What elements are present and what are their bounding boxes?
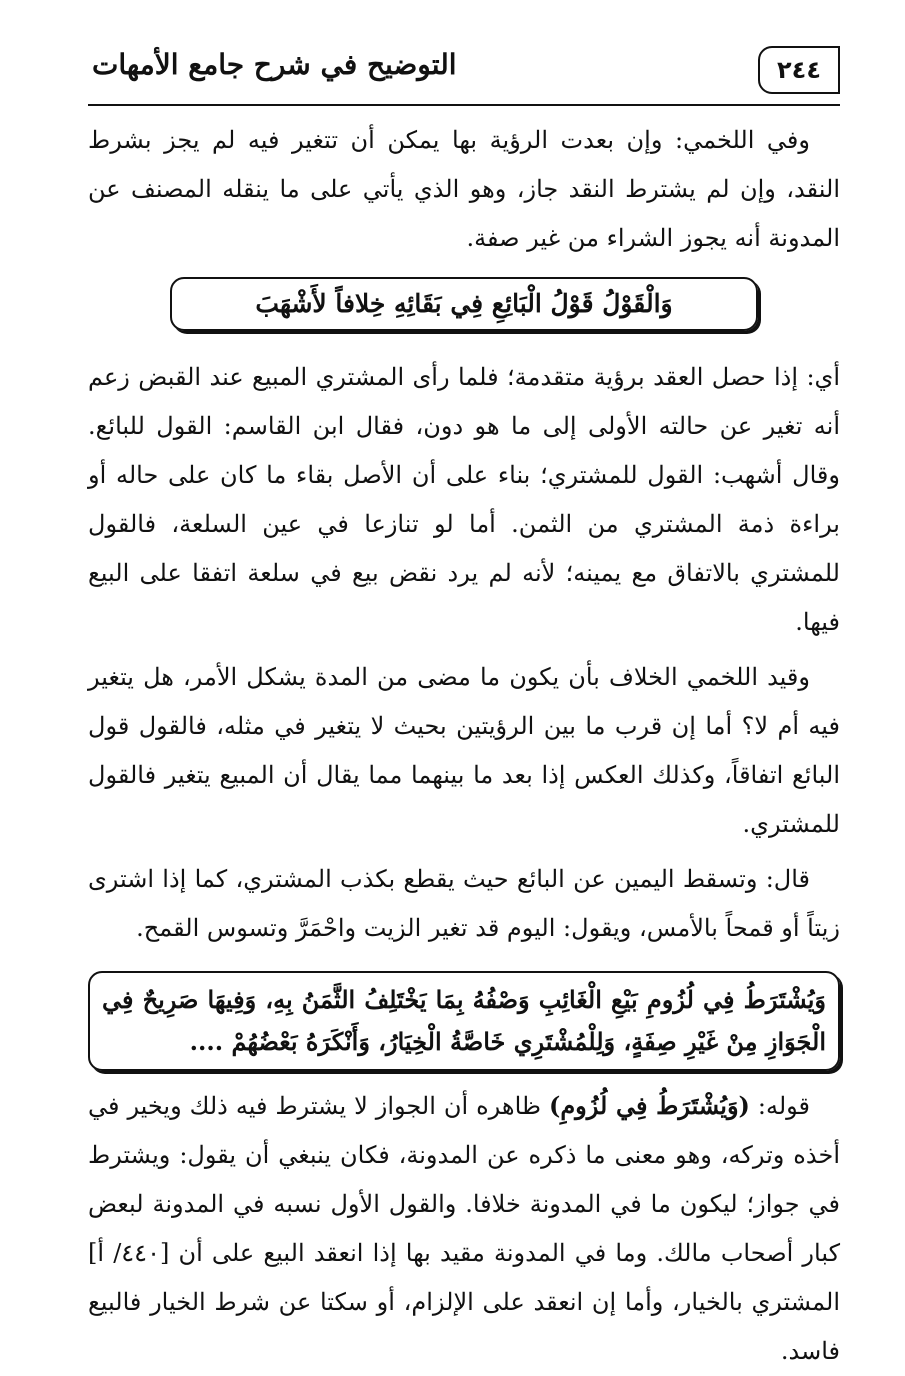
paragraph-5 xyxy=(88,1081,840,1376)
matn-box-2: وَيُشْتَرَطُ فِي لُزُومِ بَيْعِ الْغَائِبِ وَصْفُهُ بِمَا يَخْتَلِفُ الثَّمَنُ بِهِ، وَفِيهَا صَرِيحٌ فِي الْجَوَازِ مِنْ غَيْرِ صِفَةٍ، وَلِلْمُشْتَرِي خَاصَّةُ الْخِيَارُ، وَأَنْكَرَهُ بَعْضُهُمْ .... xyxy=(88,971,840,1071)
running-title: التوضيح في شرح جامع الأمهات xyxy=(92,48,457,81)
paragraph-5-prefix: قوله: xyxy=(749,1092,811,1120)
paragraph-1: وفي اللخمي: وإن بعدت الرؤية بها يمكن أن تتغير فيه لم يجز بشرط النقد، وإن لم يشترط النقد جاز، وهو الذي يأتي على ما ينقله المصنف عن المدونة أنه يجوز الشراء من غير صفة. xyxy=(88,126,840,252)
quoted-matn: (وَيُشْتَرَطُ فِي لُزُومِ) xyxy=(548,1091,750,1120)
page-number: ٢٤٤ xyxy=(758,46,840,94)
paragraph-2: أي: إذا حصل العقد برؤية متقدمة؛ فلما رأى المشتري المبيع عند القبض زعم أنه تغير عن حالته الأولى إلى ما هو دون، فقال ابن القاسم: القول للبائع. وقال أشهب: القول للمشتري؛ بناء على أن الأصل بقاء ما كان على حاله أو براءة ذمة المشتري من الثمن. أما لو تنازعا في عين السلعة، فالقول للمشتري بالاتفاق مع يمينه؛ لأنه لم يرد نقض بيع في سلعة اتفقا على البيع فيها. xyxy=(88,363,840,636)
paragraph-5-text: ظاهره أن الجواز لا يشترط فيه ذلك ويخير في أخذه وتركه، وهو معنى ما ذكره عن المدونة، فكان ينبغي أن يقول: ويشترط في جواز؛ ليكون ما في المدونة خلافا. والقول الأول نسبه في المدونة لبعض كبار أصحاب مالك. وما في المدونة مقيد بها إذا انعقد البيع على أن [٤٤٠/ أ] المشتري بالخيار، وأما إن انعقد على الإلزام، أو سكتا عن شرط الخيار فالبيع فاسد. xyxy=(88,1092,840,1365)
matn-box-1: وَالْقَوْلُ قَوْلُ الْبَائِعِ فِي بَقَائِهِ خِلافاً لأَشْهَبَ xyxy=(170,277,758,331)
book-page xyxy=(88,40,840,1376)
page-header xyxy=(88,40,840,106)
paragraph-3: وقيد اللخمي الخلاف بأن يكون ما مضى من المدة يشكل الأمر، هل يتغير فيه أم لا؟ أما إن قرب ما بين الرؤيتين بحيث لا يتغير في مثله، فالقول قول البائع اتفاقاً، وكذلك العكس إذا بعد ما بينهما مما يقال أن المبيع يتغير فالقول للمشتري. xyxy=(88,663,840,838)
paragraph-4: قال: وتسقط اليمين عن البائع حيث يقطع بكذب المشتري، كما إذا اشترى زيتاً أو قمحاً بالأمس، ويقول: اليوم قد تغير الزيت واحْمَرَّ وتسوس القمح. xyxy=(88,865,840,942)
